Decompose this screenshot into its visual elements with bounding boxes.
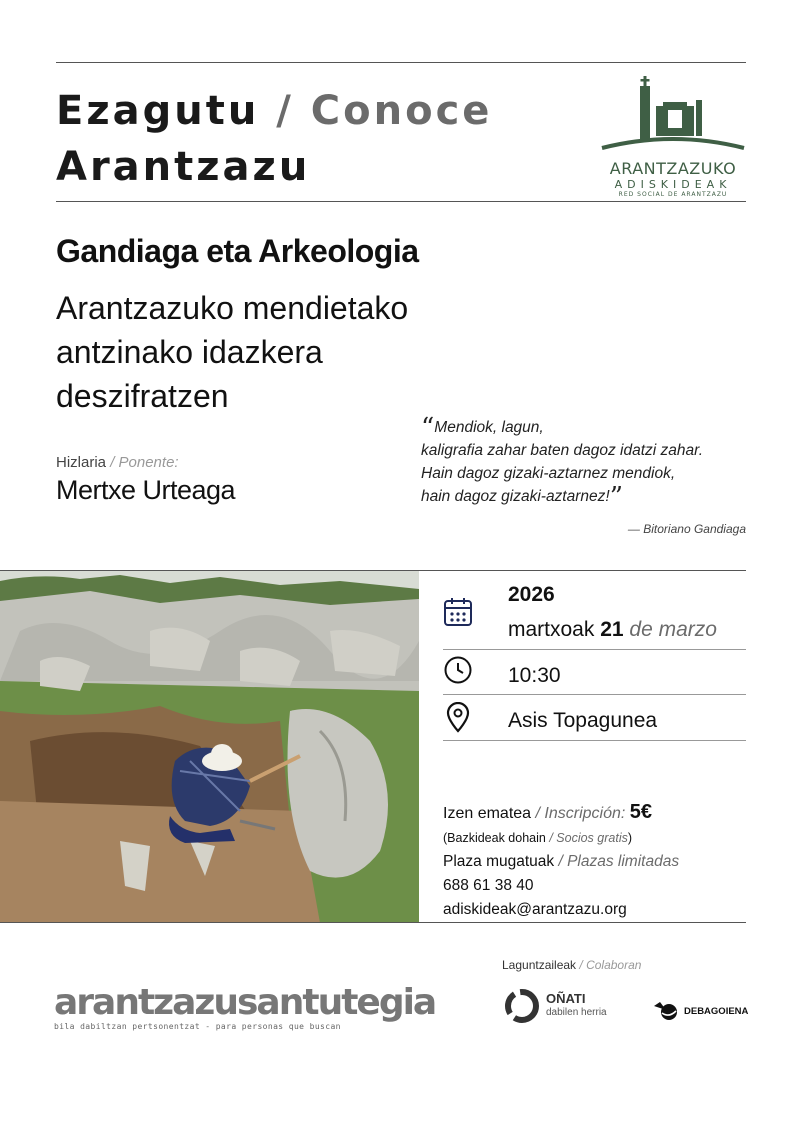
logo-name: ARANTZAZUKO — [609, 159, 737, 178]
members-free-eu: (Bazkideak dohain — [443, 831, 546, 845]
date-row — [443, 580, 746, 650]
quote-author: — Bitoriano Gandiaga — [627, 522, 746, 536]
location-row — [443, 694, 746, 741]
open-quote-mark: “ — [421, 413, 435, 443]
time-row — [443, 649, 746, 695]
santutegia-logo — [54, 984, 435, 1031]
limited-places-es: / Plazas limitadas — [558, 853, 680, 870]
header-rule — [56, 201, 746, 202]
members-free-es: / Socios gratis — [549, 831, 628, 845]
debagoiena-bird-icon — [652, 998, 682, 1024]
quote-line: Mendiok, lagun, — [434, 419, 544, 436]
speaker-label-eu: Hizlaria — [56, 454, 107, 471]
members-close: ) — [627, 831, 633, 845]
subtitle-line: antzinako idazkera — [56, 334, 323, 370]
bottom-rule — [0, 922, 746, 923]
contact-email[interactable]: adiskideak@arantzazu.org — [443, 901, 627, 918]
speaker-name: Mertxe Urteaga — [56, 475, 236, 505]
logo-sub: ADISKIDEAK — [614, 178, 732, 191]
gandiaga-quote — [421, 413, 751, 512]
limited-places-eu: Plaza mugatuak — [443, 853, 555, 870]
sanctuary-icon — [598, 72, 748, 154]
quote-line: kaligrafia zahar baten dagoz idatzi zahar. — [421, 442, 704, 459]
registration-label-eu: Izen ematea — [443, 805, 532, 822]
calendar-icon — [443, 596, 473, 628]
page-title — [56, 86, 492, 136]
location-pin-icon — [443, 702, 473, 734]
subtitle-line: deszifratzen — [56, 378, 229, 414]
talk-title: Gandiaga eta Arkeologia — [56, 233, 419, 269]
registration-price: 5€ — [629, 801, 653, 823]
talk-subtitle — [56, 286, 408, 418]
onati-logo — [502, 986, 612, 1026]
date-spanish: de marzo — [629, 618, 717, 641]
quote-line: Hain dagoz gizaki-aztarnez mendiok, — [421, 465, 676, 482]
debagoiena-logo — [652, 998, 752, 1024]
event-place: Asis Topagunea — [508, 709, 658, 732]
event-time: 10:30 — [508, 664, 561, 687]
top-rule — [56, 62, 746, 63]
clock-icon — [443, 655, 473, 685]
arantzazuko-adiskideak-logo — [598, 72, 748, 198]
santutegia-wordmark: arantzazusantutegia — [54, 982, 436, 1023]
event-date — [508, 618, 717, 642]
event-year: 2026 — [508, 583, 555, 606]
excavation-photo — [0, 571, 419, 923]
title-place: Arantzazu — [56, 144, 311, 190]
quote-line: hain dagoz gizaki-aztarnez! — [421, 488, 610, 505]
registration-block — [443, 800, 748, 922]
onati-ring-icon — [502, 986, 542, 1026]
registration-label-es: / Inscripción: — [535, 805, 626, 822]
debagoiena-name: DEBAGOIENA — [684, 1006, 749, 1017]
subtitle-line: Arantzazuko mendietako — [56, 290, 409, 326]
contact-phone[interactable]: 688 61 38 40 — [443, 877, 534, 894]
date-basque: martxoak — [508, 618, 595, 641]
title-basque: Ezagutu — [56, 88, 260, 134]
title-spanish: Conoce — [310, 88, 493, 134]
speaker-label-es: / Ponente: — [110, 454, 179, 471]
onati-sub: dabilen herria — [546, 1007, 607, 1018]
sponsors-label-es: / Colaboran — [579, 958, 642, 972]
logo-tagline: RED SOCIAL DE ARANTZAZU — [618, 191, 728, 198]
date-day: 21 — [600, 618, 624, 641]
santutegia-tagline: bila dabiltzan pertsonentzat - para personas que buscan — [54, 1022, 341, 1031]
sponsors-label — [502, 958, 641, 972]
close-quote-mark: ” — [609, 482, 623, 512]
speaker-label — [56, 454, 179, 471]
sponsors-label-eu: Laguntzaileak — [502, 958, 577, 972]
onati-name: OÑATI — [546, 991, 586, 1006]
title-slash: / — [276, 88, 294, 134]
